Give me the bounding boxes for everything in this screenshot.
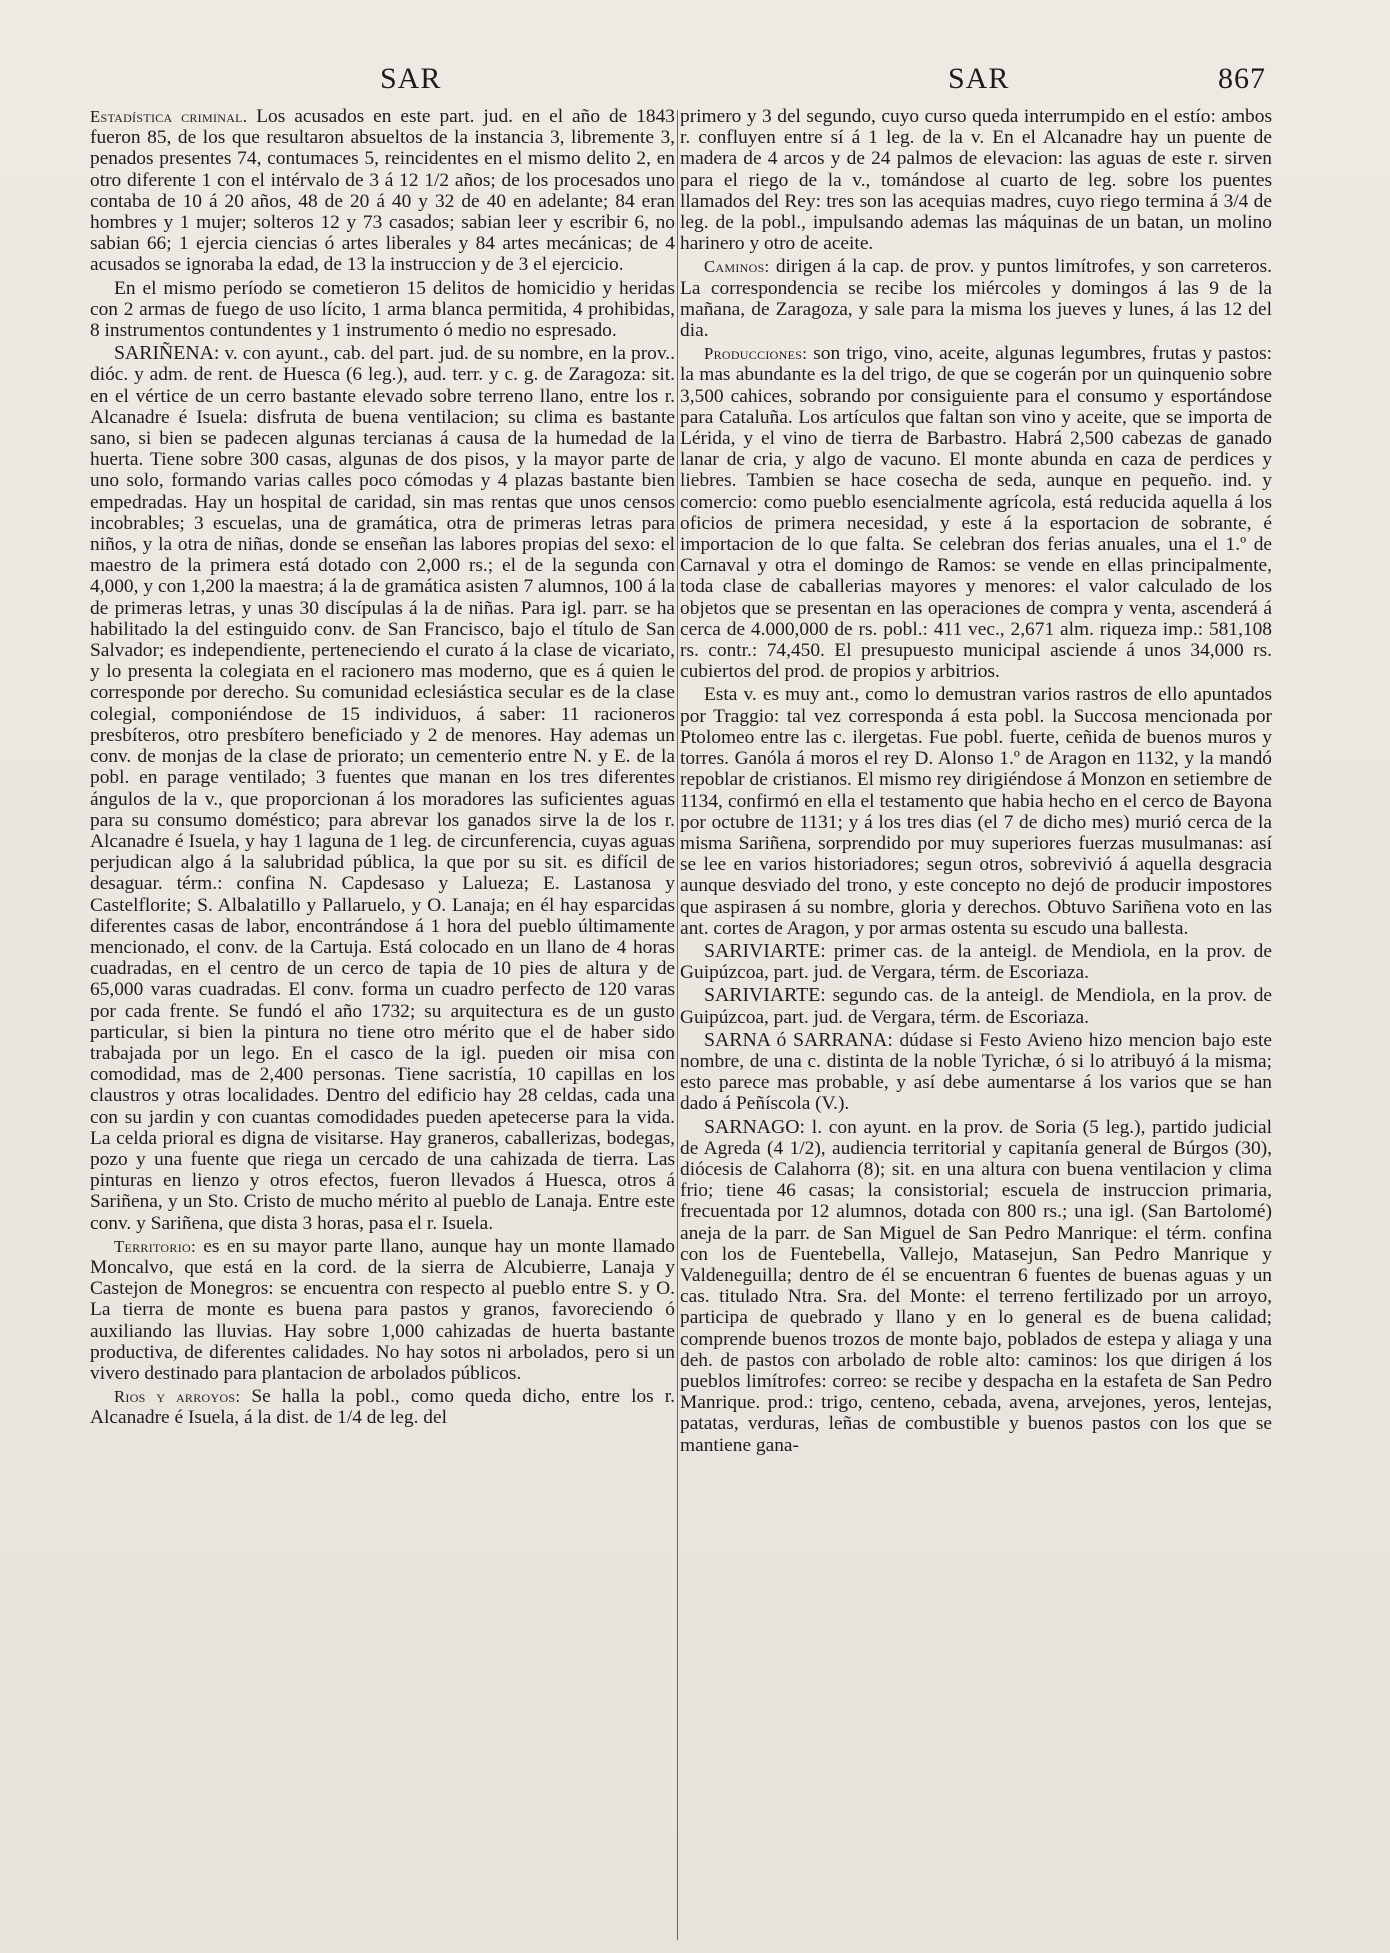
paragraph-territorio [90,1236,675,1384]
entry-head: SARIÑENA: [114,342,220,365]
entry-head: Rios y arroyos: [114,1387,241,1407]
running-header [0,62,1390,106]
entry-head: Estadística criminal. [90,107,248,126]
right-column [680,106,1272,1926]
entry-sarna [680,1030,1272,1115]
entry-sariviarte-2 [680,985,1272,1027]
entry-text: son trigo, vino, aceite, algunas legumbres, frutas y pastos: la mas abundante es la del trigo, de que se cogerán por un quinquenio sobre 3,500 cahices, sobrando por consiguiente para el consumo y esportándose para Cataluña. Los artículos que faltan son vino y aceite, que se importa de Lérida, y el vino de tierra de Barbastro. Habrá 2,500 cabezas de ganado lanar de cria, y algo de vacuno. El monte abunda en caza de perdices y liebres. Tambien se hace cosecha de seda, aunque en pequeño. ind. y comercio: como pueblo esencialmente agrícola, está reducida aquella á los oficios de primera necesidad, y este á la esportacion de sobrante, é importacion de lo que falta. Se celebran dos ferias anuales, una el 1.º de Carnaval y otra el domingo de Ramos: se vende en ellas principalmente, toda clase de caballerias mayores y menores: el valor calculado de los objetos que se presentan en las operaciones de compra y venta, ascenderá á cerca de 4.000,000 de rs. pobl.: 411 vec., 2,671 alm. riqueza imp.: 581,108 rs. contr.: 74,450. El presupuesto municipal asciende á unos 34,000 rs. cubiertos del prod. de propios y arbitrios. [680,343,1272,683]
page-number: 867 [1218,62,1266,95]
paragraph-producciones [680,343,1272,682]
entry-text: l. con ayunt. en la prov. de Soria (5 leg.), partido judicial de Agreda (4 1/2), audiencia territorial y capitanía general de Búrgos (30), diócesis de Calahorra (8); sit. en una altura con buena ventilacion y clima frio; tiene 46 casas; la consistorial; escuela de instruccion primaria, frecuentada por 12 alumnos, dotada con 800 rs.; una igl. (San Bartolomé) aneja de la parr. de San Miguel de San Pedro Manrique: el térm. confina con los de Fuentebella, Vallejo, Matasejun, San Pedro Manrique y Valdeneguilla; dentro de él se encuentran 6 fuentes de buenas aguas y un cas. titulado Ntra. Sra. del Monte: el terreno fertilizado por un arroyo, participa de quebrado y llano y en lo general es de buena calidad; comprende buenos trozos de monte bajo, poblados de estepa y aliaga y una deh. de pastos con arbolado de roble alto: caminos: los que dirigen á los pueblos limítrofes: correo: se recibe y despacha en la estafeta de San Pedro Manrique. prod.: trigo, centeno, cebada, avena, arvejones, yeros, lentejas, patatas, verduras, leñas de combustible y buenos pastos con los que se mantiene gana- [680,1116,1272,1456]
entry-text: dúdase si Festo Avieno hizo mencion bajo este nombre, de una c. distinta de la noble Tyrichæ, ó si lo atribuyó á la misma; esto parece mas probable, y así debe aumentarse á los varios que se han dado á Peñíscola (V.). [680,1029,1272,1115]
entry-sarinena [90,343,675,1234]
entry-text: Los acusados en este part. jud. en el año de 1843 fueron 85, de los que resultaron absueltos de la instancia 3, libremente 3, penados presentes 74, contumaces 5, reincidentes en el mismo delito 2, en otro diferente 1 con el intérvalo de 3 á 12 1/2 años; de los procesados uno contaba de 10 á 20 años, 48 de 20 á 40 y 32 de 40 en adelante; 84 eran hombres y 1 mujer; solteros 12 y 73 casados; sabian leer y escribir 6, no sabian 66; 1 ejercia ciencias ó artes liberales y 84 artes mecánicas; de 4 acusados se ignoraba la edad, de 13 la instruccion y de 3 el ejercicio. [90,106,675,276]
entry-text: es en su mayor parte llano, aunque hay un monte llamado Moncalvo, que está en la cord. de la sierra de Alcubierre, Lanaja y Castejon de Monegros: se encuentra con respecto al pueblo entre S. y O. La tierra de monte es buena para pastos y granos, favoreciendo ó auxiliando las lluvias. Hay sobre 1,000 cahizadas de huerta bastante productiva, de diferentes calidades. No hay sotos ni arbolados, pero si un vivero destinado para plantacion de arbolados públicos. [90,1235,675,1384]
entry-text: dirigen á la cap. de prov. y puntos limítrofes, y son carreteros. La correspondencia se recibe los miércoles y domingos á las 9 de la mañana, de Zaragoza, y sale para la misma los jueves y lunes, á las 12 del dia. [680,256,1272,342]
entry-text: primero y 3 del segundo, cuyo curso queda interrumpido en el estío: ambos r. confluyen entre sí á 1 leg. de la v. En el Alcanadre hay un puente de madera de 4 arcos y de 24 palmos de elevacion: las aguas de este r. sirven para el riego de la v., tomándose al cuarto de leg. sobre los puentes llamados del Rey: tres son las acequias madres, cuyo riego termina á 3/4 de leg. de la pobl., impulsando ademas las máquinas de un batan, un molino harinero y otro de aceite. [680,106,1272,255]
paragraph-estadistica [90,106,675,276]
entry-text: primer cas. de la anteigl. de Mendiola, en la prov. de Guipúzcoa, part. jud. de Vergara, térm. de Escoriaza. [680,940,1272,984]
paragraph-rios-cont [680,106,1272,254]
left-running-head: SAR [380,62,442,95]
entry-sarnago [680,1117,1272,1456]
entry-head: SARIVIARTE: [704,939,826,962]
entry-text: Esta v. es muy ant., como lo demustran varios rastros de ello apuntados por Traggio: tal vez corresponda á esta pobl. la Succosa mencionada por Ptolomeo entre las c. ilergetas. Fue pobl. fuerte, ceñida de buenos muros y torres. Ganóla á moros el rey D. Alonso 1.º de Aragon en 1132, y la mandó repoblar de cristianos. El mismo rey dirigiéndose á Monzon en setiembre de 1134, confirmó en ella el testamento que habia hecho en el cerco de Bayona por octubre de 1131; y á los tres dias (el 7 de dicho mes) murió cerca de la misma Sariñena, sorprendido por muy superiores fuerzas musulmanas: así se lee en varios historiadores; segun otros, sobrevivió á aquella desgracia aunque desviado del trono, y este concepto no dejó de producir impostores que aspirasen á su nombre, gloria y derechos. Obtuvo Sariñena voto en las ant. cortes de Aragon, y por armas ostenta su escudo una ballesta. [680,684,1272,939]
entry-head: Caminos: [704,257,770,277]
entry-head: Producciones: [704,344,808,364]
entry-head: SARIVIARTE: [704,984,826,1007]
entry-text: Se halla la pobl., como queda dicho, entre los r. Alcanadre é Isuela, á la dist. de 1/4 de leg. del [90,1386,675,1429]
entry-head: SARNA ó SARRANA: [704,1028,893,1051]
paragraph-delitos [90,278,675,342]
paragraph-historia [680,684,1272,938]
entry-head: SARNAGO: [704,1115,806,1138]
entry-head: Territorio: [114,1236,196,1256]
column-divider [677,110,678,1940]
paragraph-caminos [680,256,1272,341]
paragraph-rios [90,1386,675,1428]
entry-text: v. con ayunt., cab. del part. jud. de su nombre, en la prov.. dióc. y adm. de rent. de Huesca (6 leg.), aud. terr. y c. g. de Zaragoza: sit. en el vértice de un cerro bastante elevado sobre terreno llano, entre los r. Alcanadre é Isuela: disfruta de buena ventilacion; su clima es bastante sano, si bien se padecen algunas tercianas á causa de la humedad de la huerta. Tiene sobre 300 casas, algunas de dos pisos, y la mayor parte de uno solo, formando varias calles poco cómodas y 4 plazas bastante bien empedradas. Hay un hospital de caridad, sin mas rentas que unos censos incobrables; 3 escuelas, una de gramática, otra de primeras letras para niños, y la otra de niñas, donde se enseñan las labores propias del sexo: el maestro de la primera está dotado con 2,000 rs.; el de la segunda con 4,000, y con 1,200 la maestra; á la de gramática asisten 7 alumnos, 100 á la de primeras letras, y unas 30 discípulas á la de niñas. Para igl. parr. se ha habilitado la del estinguido conv. de San Francisco, bajo el título de San Salvador; es independiente, perteneciendo el curato á la clase de vicariato, y lo presenta la colegiata en el racionero mas moderno, que es á quien le corresponde por derecho. Su comunidad eclesiástica secular es de la clase colegial, componiéndose de 15 individuos, á saber: 11 racioneros presbíteros, otro presbítero beneficiado y 2 de menores. Hay ademas un conv. de monjas de la clase de priorato; un cementerio entre N. y E. de la pobl. en parage ventilado; 3 fuentes que manan en los tres diferentes ángulos de la v., que proporcionan á los moradores las suficientes aguas para su consumo doméstico; para abrevar los ganados sirve la de los r. Alcanadre é Isuela, y hay 1 laguna de 1 leg. de circunferencia, cuyas aguas perjudican algo á la salubridad pública, la que por su sit. es difícil de desaguar. térm.: confina N. Capdesaso y Lalueza; E. Lastanosa y Castelflorite; S. Albalatillo y Pallaruelo, y O. Lanaja; en él hay esparcidas diferentes casas de labor, encontrándose á 1 hora del pueblo últimamente mencionado, el conv. de la Cartuja. Está colocado en un llano de 4 horas cuadradas, en el centro de un cerco de tapia de 10 pies de altura y de 65,000 varas cuadradas. El conv. forma un cuadro perfecto de 120 varas por cada frente. Se fundó el año 1732; su arquitectura es de un gusto particular, si bien la pintura no tiene otro mérito que el de haber sido trabajada por un lego. En el casco de la igl. pueden oir misa con comodidad, mas de 2,400 personas. Tiene sacristía, 10 capillas en los claustros y otras localidades. Dentro del edificio hay 28 celdas, cada una con su jardin y con cuantas comodidades pueden apetecerse para la vida. La celda prioral es digna de visitarse. Hay graneros, caballerizas, bodegas, pozo y una fuente que riega un cercado de una cahizada de tierra. Las pinturas en lienzo y otros efectos, fueron llevados á Huesca, otros á Sariñena, y un Sto. Cristo de mucho mérito al pueblo de Lanaja. Entre este conv. y Sariñena, que dista 3 horas, pasa el r. Isuela. [90,343,675,1234]
entry-sariviarte-1 [680,941,1272,983]
right-running-head: SAR [948,62,1010,95]
entry-text: En el mismo período se cometieron 15 delitos de homicidio y heridas con 2 armas de fuego de uso lícito, 1 arma blanca permitida, 4 prohibidas, 8 instrumentos contundentes y 1 instrumento ó medio no espresado. [90,277,675,342]
entry-text: segundo cas. de la anteigl. de Mendiola, en la prov. de Guipúzcoa, part. jud. de Vergara, térm. de Escoriaza. [680,985,1272,1028]
left-column [90,106,675,1926]
